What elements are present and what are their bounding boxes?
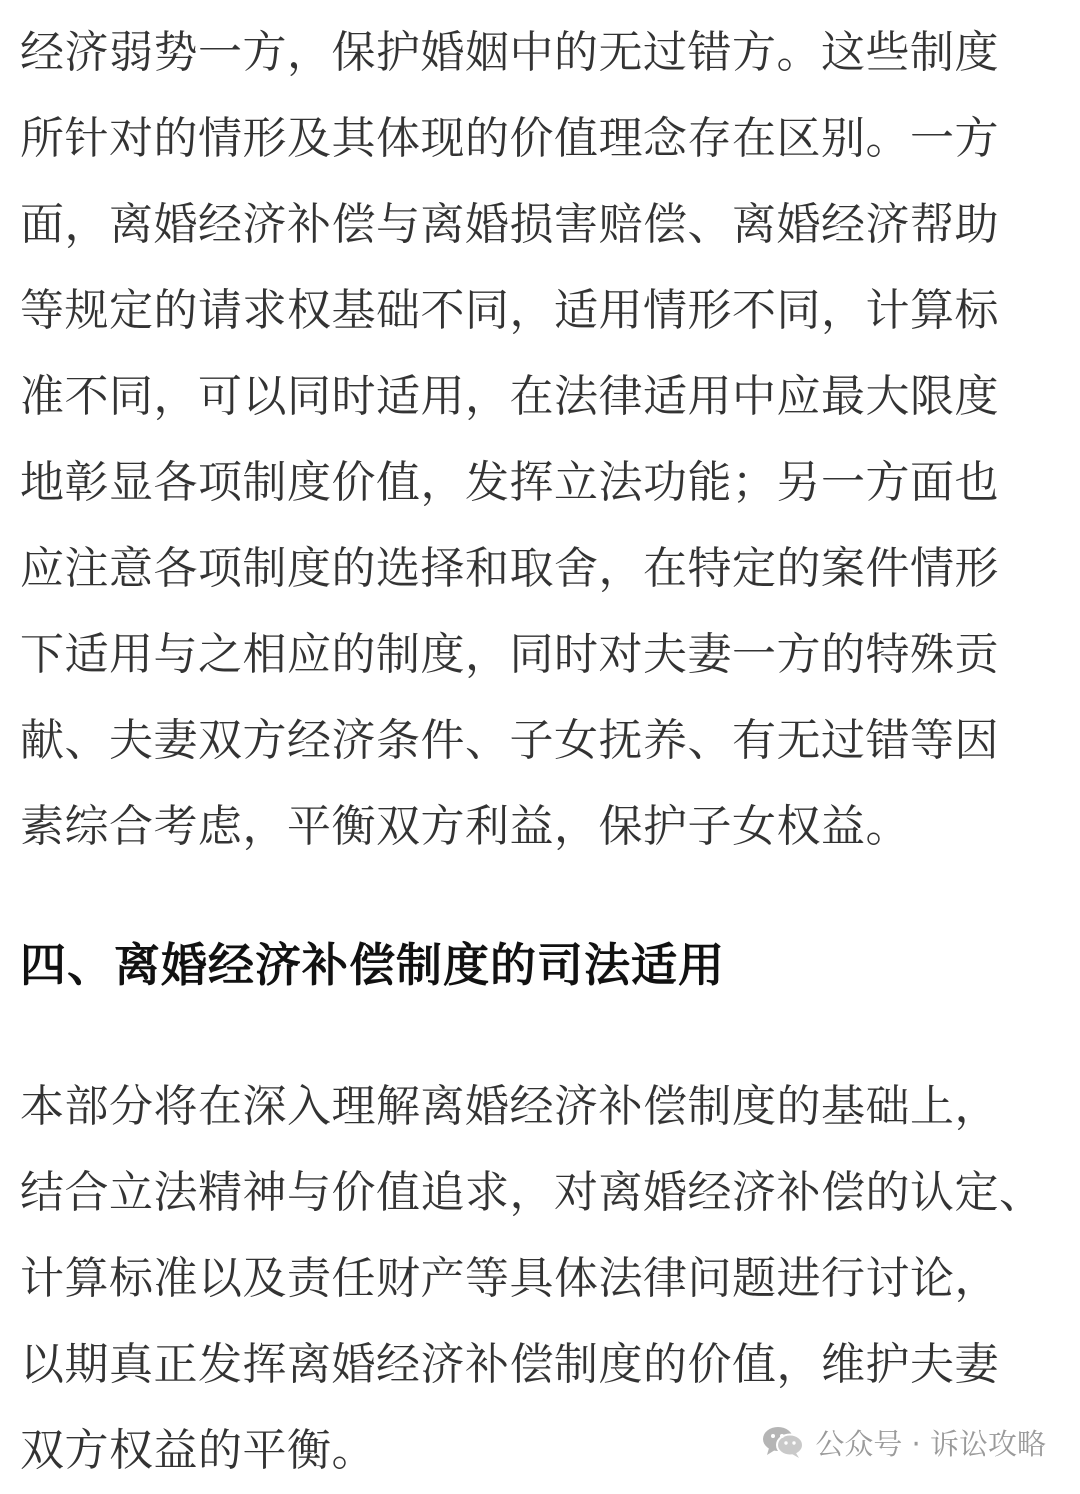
paragraph-line: 计算标准以及责任财产等具体法律问题进行讨论， — [20, 1253, 999, 1304]
paragraph-line: 双方权益的平衡。 — [20, 1425, 376, 1476]
paragraph-line: 经济弱势一方，保护婚姻中的无过错方。这些制度 — [20, 27, 999, 78]
paragraph-line: 结合立法精神与价值追求，对离婚经济补偿的认定、 — [20, 1167, 1044, 1218]
paragraph-line: 面，离婚经济补偿与离婚损害赔偿、离婚经济帮助 — [20, 199, 999, 250]
paragraph-line: 以期真正发挥离婚经济补偿制度的价值，维护夫妻 — [20, 1339, 999, 1390]
paragraph-line: 地彰显各项制度价值，发挥立法功能；另一方面也 — [20, 457, 999, 508]
paragraph-line: 所针对的情形及其体现的价值理念存在区别。一方 — [20, 113, 999, 164]
paragraph-line: 素综合考虑，平衡双方利益，保护子女权益。 — [20, 801, 910, 852]
paragraph-line: 下适用与之相应的制度，同时对夫妻一方的特殊贡 — [20, 629, 999, 680]
watermark-text: 公众号 · 诉讼攻略 — [815, 1426, 1046, 1461]
wechat-icon — [761, 1424, 805, 1460]
paragraph-line: 准不同，可以同时适用，在法律适用中应最大限度 — [20, 371, 999, 422]
paragraph-line: 应注意各项制度的选择和取舍，在特定的案件情形 — [20, 543, 999, 594]
paragraph-line: 献、夫妻双方经济条件、子女抚养、有无过错等因 — [20, 715, 999, 766]
section-heading: 四、离婚经济补偿制度的司法适用 — [20, 938, 725, 992]
paragraph-line: 本部分将在深入理解离婚经济补偿制度的基础上， — [20, 1081, 999, 1132]
paragraph-line: 等规定的请求权基础不同，适用情形不同，计算标 — [20, 285, 999, 336]
watermark — [761, 1420, 1046, 1464]
